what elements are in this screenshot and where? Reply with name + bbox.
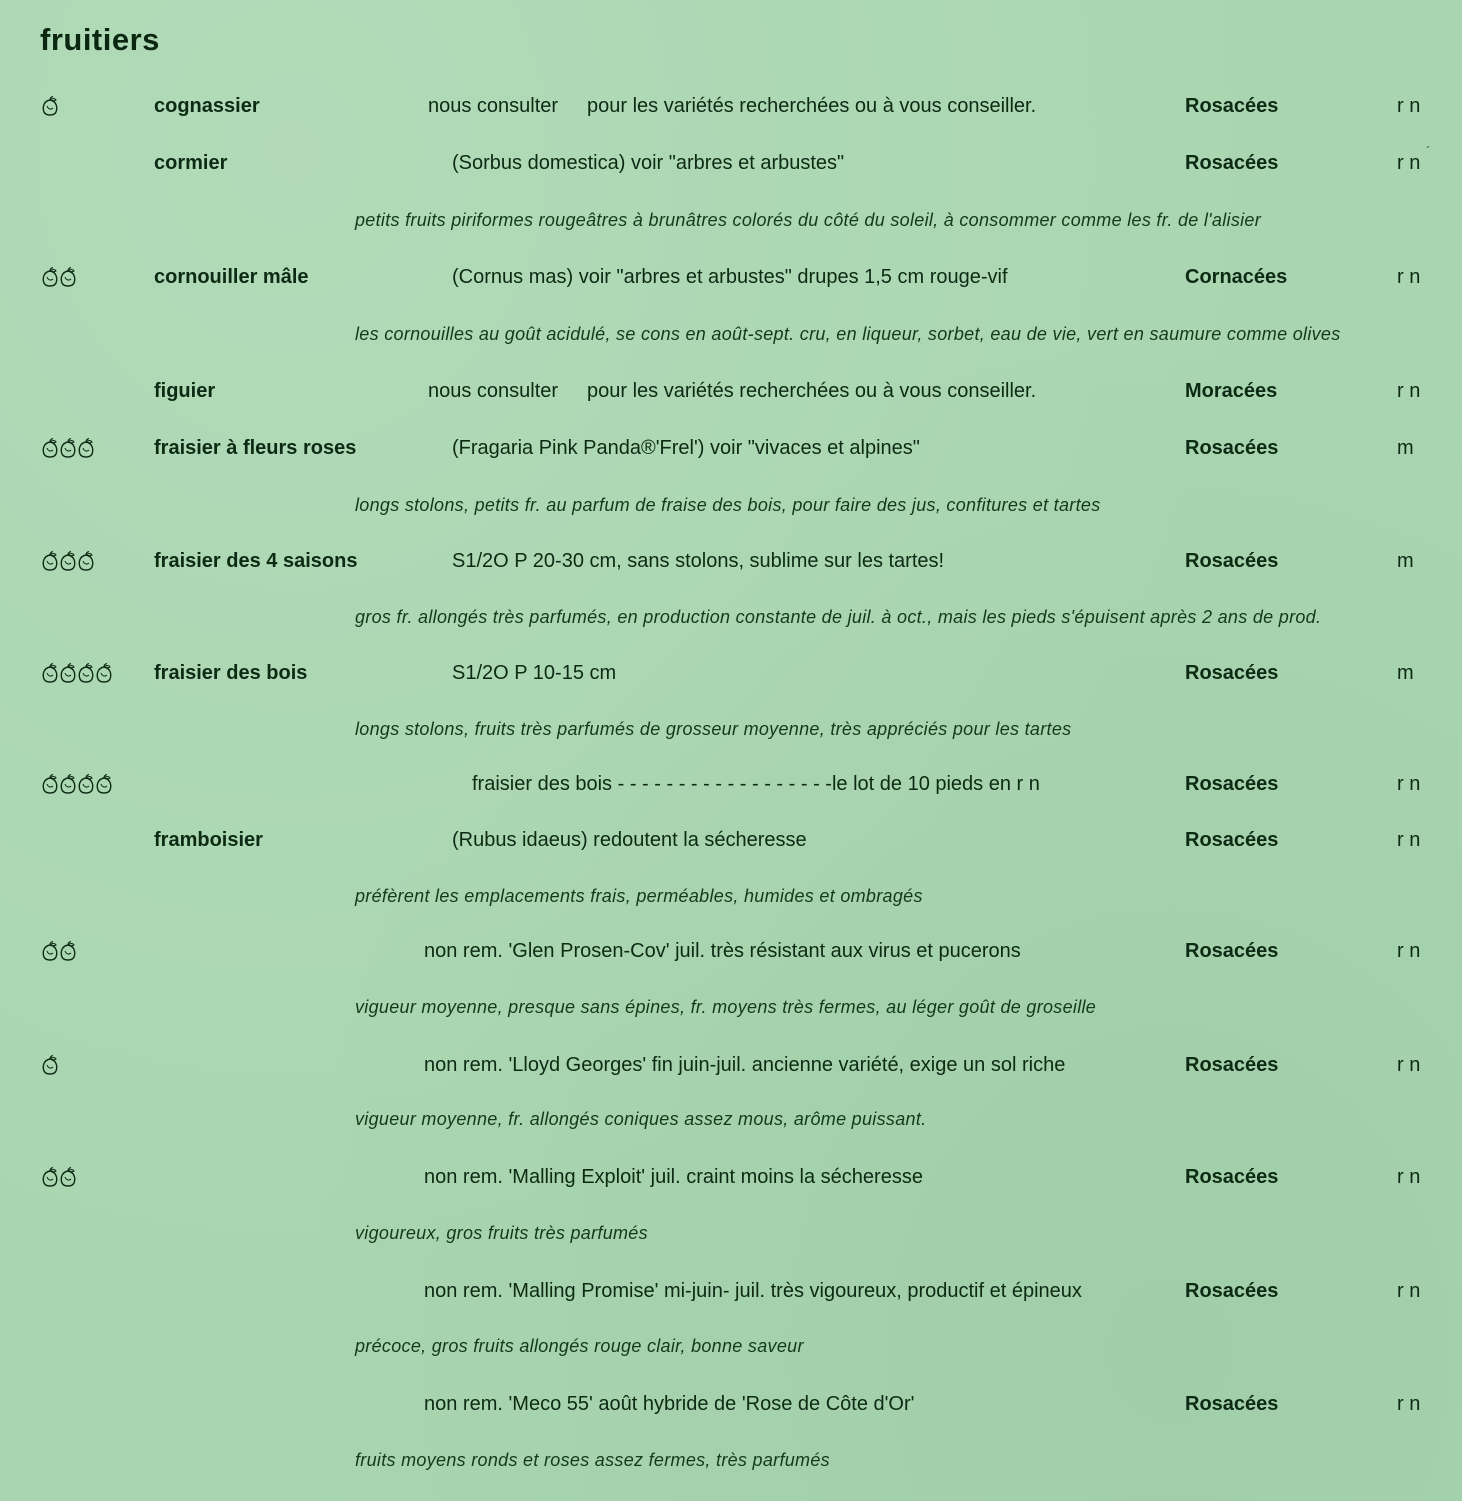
- fruit-icon: [58, 1167, 78, 1189]
- plant-family: Rosacées: [1185, 1280, 1279, 1302]
- rating-icons: [40, 96, 58, 120]
- rating-icons: [40, 438, 94, 462]
- plant-family: Cornacées: [1185, 266, 1288, 288]
- catalog-row: [0, 938, 1462, 968]
- stray-mark: ´: [1426, 143, 1431, 159]
- catalog-row: [0, 93, 1462, 123]
- catalog-row: [0, 548, 1462, 578]
- fruit-icon: [94, 774, 114, 796]
- plant-description: non rem. 'Malling Exploit' juil. craint moins la sécheresse: [424, 1166, 923, 1188]
- catalog-row: [0, 378, 1462, 408]
- fruit-icon: [40, 774, 60, 796]
- plant-family: Rosacées: [1185, 1166, 1279, 1188]
- rating-icons: [40, 663, 112, 687]
- plant-family: Rosacées: [1185, 773, 1279, 795]
- fruit-icon: [40, 96, 60, 118]
- climate-zone: m: [1397, 550, 1414, 572]
- catalog-row: [0, 1164, 1462, 1194]
- fruit-icon: [40, 551, 60, 573]
- plant-description: (Cornus mas) voir "arbres et arbustes" drupes 1,5 cm rouge-vif: [452, 266, 1008, 288]
- climate-zone: r n: [1397, 1280, 1421, 1302]
- plant-family: Rosacées: [1185, 940, 1279, 962]
- item-note: gros fr. allongés très parfumés, en production constante de juil. à oct., mais les pieds s'épuisent après 2 ans de prod.: [355, 607, 1322, 627]
- fruit-icon: [40, 1167, 60, 1189]
- fruit-icon: [40, 663, 60, 685]
- item-note: précoce, gros fruits allongés rouge clair, bonne saveur: [355, 1336, 804, 1356]
- item-note: les cornouilles au goût acidulé, se cons en août-sept. cru, en liqueur, sorbet, eau de vie, vert en saumure comme olives: [355, 324, 1341, 344]
- climate-zone: m: [1397, 437, 1414, 459]
- catalog-row: [0, 827, 1462, 857]
- consult-note: nous consulter: [428, 380, 559, 402]
- plant-description: (Sorbus domestica) voir "arbres et arbustes": [452, 152, 845, 174]
- plant-name: framboisier: [154, 829, 263, 851]
- climate-zone: r n: [1397, 940, 1421, 962]
- item-note: longs stolons, fruits très parfumés de grosseur moyenne, très appréciés pour les tartes: [355, 719, 1072, 739]
- item-note: vigueur moyenne, presque sans épines, fr. moyens très fermes, au léger goût de groseille: [355, 997, 1097, 1017]
- fruit-icon: [40, 1055, 60, 1077]
- fruit-icon: [94, 663, 114, 685]
- fruit-icon: [40, 941, 60, 963]
- plant-description: (Rubus idaeus) redoutent la sécheresse: [452, 829, 807, 851]
- plant-name: fraisier des 4 saisons: [154, 550, 358, 572]
- plant-description: (Fragaria Pink Panda®'Frel') voir "vivaces et alpines": [452, 437, 920, 459]
- fruit-icon: [58, 267, 78, 289]
- plant-description: non rem. 'Lloyd Georges' fin juin-juil. ancienne variété, exige un sol riche: [424, 1054, 1066, 1076]
- climate-zone: r n: [1397, 1166, 1421, 1188]
- item-note: fruits moyens ronds et roses assez fermes, très parfumés: [355, 1450, 830, 1470]
- catalog-row: [0, 1052, 1462, 1082]
- fruit-icon: [40, 438, 60, 460]
- item-note: vigoureux, gros fruits très parfumés: [355, 1223, 648, 1243]
- plant-description: S1/2O P 20-30 cm, sans stolons, sublime sur les tartes!: [452, 550, 945, 572]
- item-note: longs stolons, petits fr. au parfum de fraise des bois, pour faire des jus, confitures et tartes: [355, 495, 1101, 515]
- fruit-icon: [58, 551, 78, 573]
- rating-icons: [40, 941, 76, 965]
- catalog-row: [0, 1278, 1462, 1308]
- rating-icons: [40, 1055, 58, 1079]
- catalog-row: [0, 435, 1462, 465]
- plant-name: figuier: [154, 380, 216, 402]
- catalog-row: [0, 771, 1462, 801]
- plant-description: non rem. 'Malling Promise' mi-juin- juil. très vigoureux, productif et épineux: [424, 1280, 1082, 1302]
- rating-icons: [40, 774, 112, 798]
- plant-family: Rosacées: [1185, 550, 1279, 572]
- rating-icons: [40, 267, 76, 291]
- plant-family: Moracées: [1185, 380, 1278, 402]
- plant-family: Rosacées: [1185, 662, 1279, 684]
- section-title: fruitiers: [40, 22, 160, 57]
- plant-description: pour les variétés recherchées ou à vous conseiller.: [587, 380, 1037, 402]
- climate-zone: r n: [1397, 1393, 1421, 1415]
- catalog-row: [0, 150, 1462, 180]
- fruit-icon: [58, 438, 78, 460]
- fruit-icon: [76, 663, 96, 685]
- climate-zone: r n: [1397, 829, 1421, 851]
- item-note: vigueur moyenne, fr. allongés coniques assez mous, arôme puissant.: [355, 1109, 927, 1129]
- plant-description: fraisier des bois - - - - - - - - - - - - - - - - - -le lot de 10 pieds en r n: [472, 773, 1040, 795]
- plant-family: Rosacées: [1185, 152, 1279, 174]
- plant-family: Rosacées: [1185, 1054, 1279, 1076]
- climate-zone: r n: [1397, 266, 1421, 288]
- fruit-icon: [58, 663, 78, 685]
- plant-description: non rem. 'Meco 55' août hybride de 'Rose de Côte d'Or': [424, 1393, 915, 1415]
- plant-description: S1/2O P 10-15 cm: [452, 662, 617, 684]
- plant-family: Rosacées: [1185, 829, 1279, 851]
- plant-name: fraisier des bois: [154, 662, 308, 684]
- climate-zone: r n: [1397, 380, 1421, 402]
- fruit-icon: [76, 438, 96, 460]
- climate-zone: r n: [1397, 773, 1421, 795]
- catalog-row: [0, 660, 1462, 690]
- consult-note: nous consulter: [428, 95, 559, 117]
- fruit-icon: [76, 774, 96, 796]
- item-note: préfèrent les emplacements frais, perméables, humides et ombragés: [355, 886, 923, 906]
- plant-family: Rosacées: [1185, 1393, 1279, 1415]
- climate-zone: r n: [1397, 152, 1421, 174]
- rating-icons: [40, 1167, 76, 1191]
- rating-icons: [40, 551, 94, 575]
- plant-family: Rosacées: [1185, 95, 1279, 117]
- plant-name: cognassier: [154, 95, 260, 117]
- plant-family: Rosacées: [1185, 437, 1279, 459]
- plant-name: cormier: [154, 152, 228, 174]
- plant-name: fraisier à fleurs roses: [154, 437, 357, 459]
- fruit-icon: [58, 941, 78, 963]
- catalog-row: [0, 264, 1462, 294]
- fruit-icon: [40, 267, 60, 289]
- climate-zone: m: [1397, 662, 1414, 684]
- climate-zone: r n: [1397, 95, 1421, 117]
- plant-name: cornouiller mâle: [154, 266, 309, 288]
- climate-zone: r n: [1397, 1054, 1421, 1076]
- plant-description: pour les variétés recherchées ou à vous conseiller.: [587, 95, 1037, 117]
- fruit-icon: [76, 551, 96, 573]
- item-note: petits fruits piriformes rougeâtres à brunâtres colorés du côté du soleil, à consommer comme les fr. de l'alisier: [355, 210, 1262, 230]
- fruit-icon: [58, 774, 78, 796]
- catalog-row: [0, 1391, 1462, 1421]
- plant-description: non rem. 'Glen Prosen-Cov' juil. très résistant aux virus et pucerons: [424, 940, 1021, 962]
